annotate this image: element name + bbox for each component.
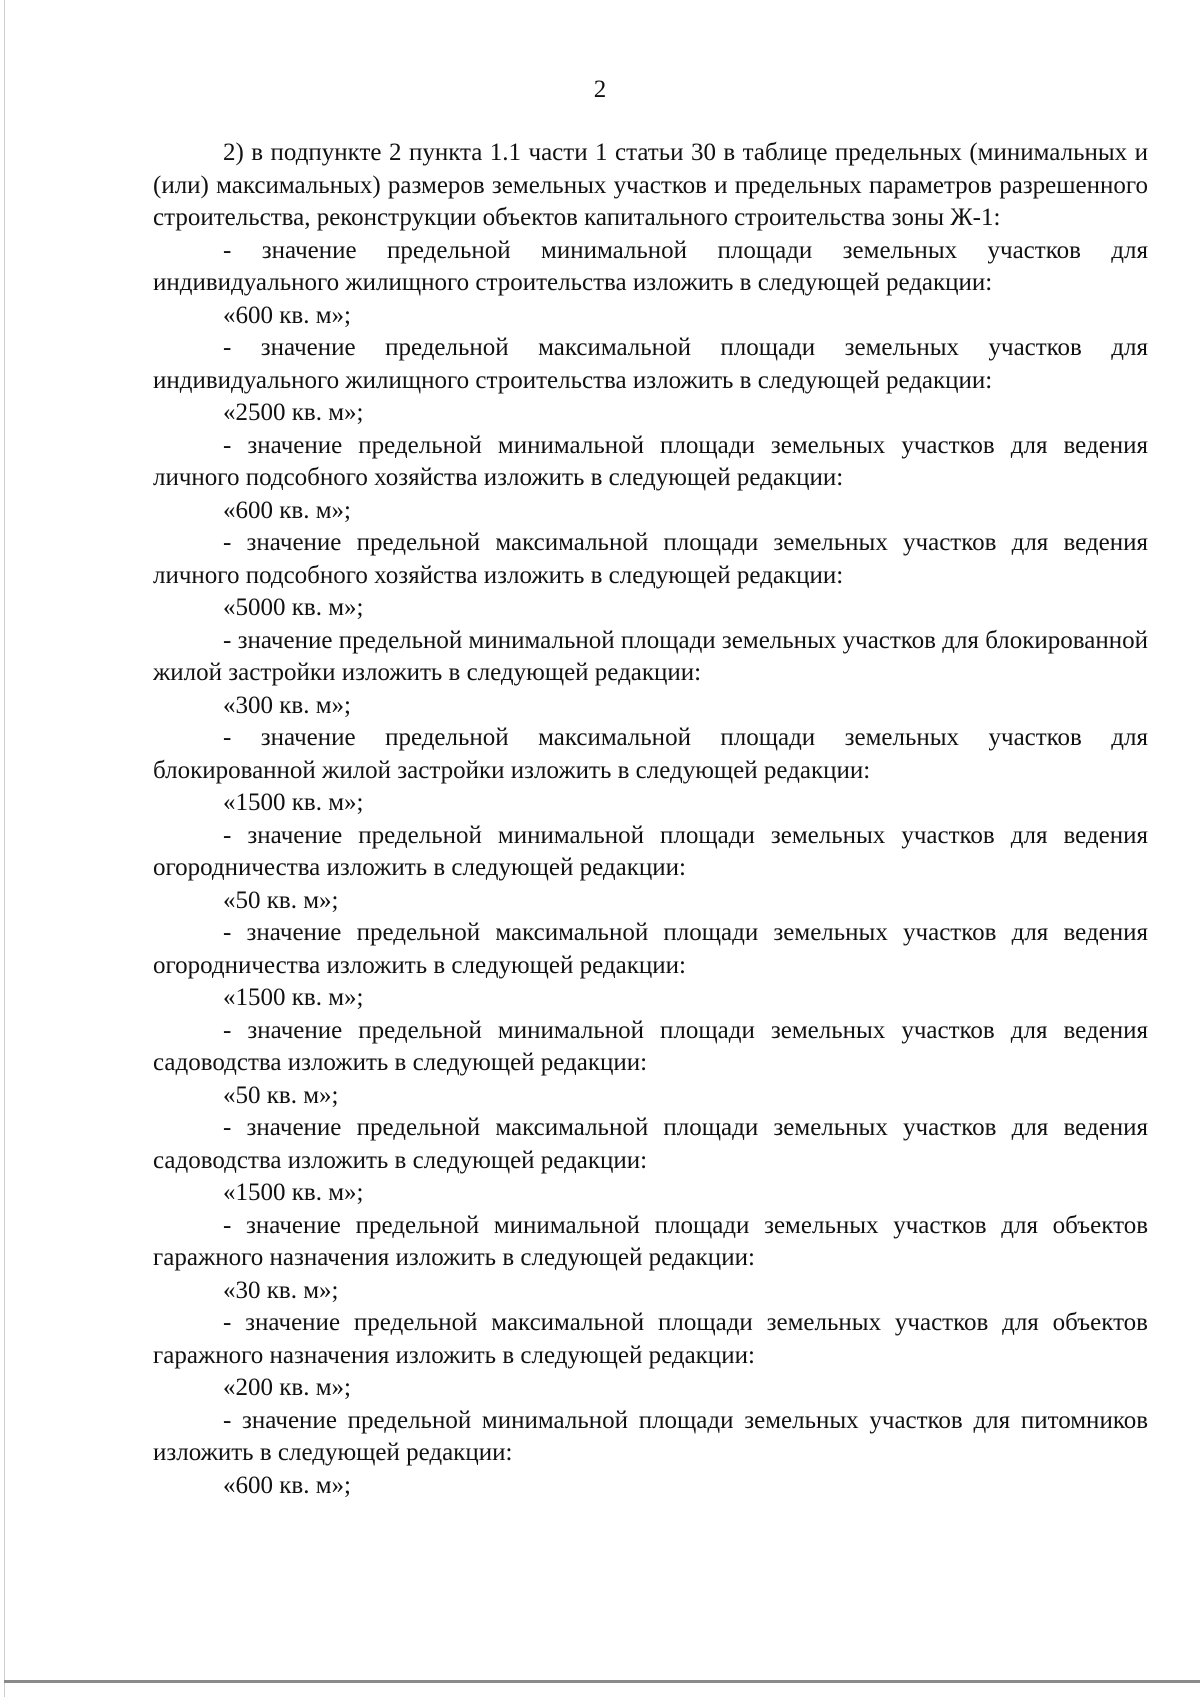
list-item xyxy=(153,1307,1148,1405)
list-item-text: - значение предельной минимальной площади земельных участков для ведения садоводства изложить в следующей редакции: xyxy=(153,1016,1148,1076)
list-item-text: - значение предельной максимальной площади земельных участков для индивидуального жилищного строительства изложить в следующей редакции: xyxy=(153,334,1148,394)
list-item-value: «600 кв. м»; xyxy=(223,496,351,524)
scan-bottom-line xyxy=(4,1680,1200,1683)
list-item-value: «600 кв. м»; xyxy=(223,301,351,329)
list-item-text: - значение предельной минимальной площади земельных участков для ведения огородничества изложить в следующей редакции: xyxy=(153,821,1148,881)
list-item-value: «600 кв. м»; xyxy=(223,1471,351,1499)
list-item-text: - значение предельной минимальной площади земельных участков для ведения личного подсобного хозяйства изложить в следующей редакции: xyxy=(153,431,1148,491)
list-item-text: - значение предельной минимальной площади земельных участков для индивидуального жилищного строительства изложить в следующей редакции: xyxy=(153,236,1148,296)
list-item-value: «300 кв. м»; xyxy=(223,691,351,719)
document-body xyxy=(153,137,1148,1502)
list-item-text: - значение предельной максимальной площади земельных участков для объектов гаражного назначения изложить в следующей редакции: xyxy=(153,1309,1148,1369)
list-item xyxy=(153,332,1148,430)
list-item xyxy=(153,625,1148,723)
list-item-value: «2500 кв. м»; xyxy=(223,399,364,426)
list-item-text: - значение предельной максимальной площади земельных участков для блокированной жилой застройки изложить в следующей редакции: xyxy=(153,724,1148,784)
list-item-value: «5000 кв. м»; xyxy=(223,594,364,621)
page-number: 2 xyxy=(593,76,607,103)
list-item-value: «30 кв. м»; xyxy=(223,1276,339,1304)
list-item-value: «50 кв. м»; xyxy=(223,1081,339,1109)
list-item-text: - значение предельной максимальной площади земельных участков для ведения садоводства изложить в следующей редакции: xyxy=(153,1114,1148,1174)
list-item xyxy=(153,1015,1148,1113)
list-item xyxy=(153,820,1148,918)
list-item xyxy=(153,1112,1148,1210)
list-item xyxy=(153,430,1148,528)
list-item-text: - значение предельной максимальной площади земельных участков для ведения огородничества изложить в следующей редакции: xyxy=(153,919,1148,979)
list-item xyxy=(153,1405,1148,1503)
list-item-text: - значение предельной минимальной площади земельных участков для питомников изложить в следующей редакции: xyxy=(153,1406,1148,1466)
list-item xyxy=(153,235,1148,333)
list-item-value: «1500 кв. м»; xyxy=(223,789,364,816)
list-item xyxy=(153,527,1148,625)
scan-left-edge xyxy=(4,0,5,1697)
list-item-value: «200 кв. м»; xyxy=(223,1374,351,1401)
list-item-value: «1500 кв. м»; xyxy=(223,1179,364,1206)
list-item-text: - значение предельной минимальной площади земельных участков для объектов гаражного назначения изложить в следующей редакции: xyxy=(153,1211,1148,1271)
list-item xyxy=(153,917,1148,1015)
list-item-text: - значение предельной максимальной площади земельных участков для ведения личного подсобного хозяйства изложить в следующей редакции: xyxy=(153,529,1148,589)
list-item-value: «1500 кв. м»; xyxy=(223,984,364,1011)
list-item-text: - значение предельной минимальной площади земельных участков для блокированной жилой застройки изложить в следующей редакции: xyxy=(153,626,1148,686)
intro-paragraph: 2) в подпункте 2 пункта 1.1 части 1 статьи 30 в таблице предельных (минимальных и (или) максимальных) размеров земельных участков и предельных параметров разрешенного строительства, реконструкции объектов капитального строительства зоны Ж-1: xyxy=(153,139,1148,231)
list-item-value: «50 кв. м»; xyxy=(223,886,339,914)
list-item xyxy=(153,722,1148,820)
list-item xyxy=(153,1210,1148,1308)
